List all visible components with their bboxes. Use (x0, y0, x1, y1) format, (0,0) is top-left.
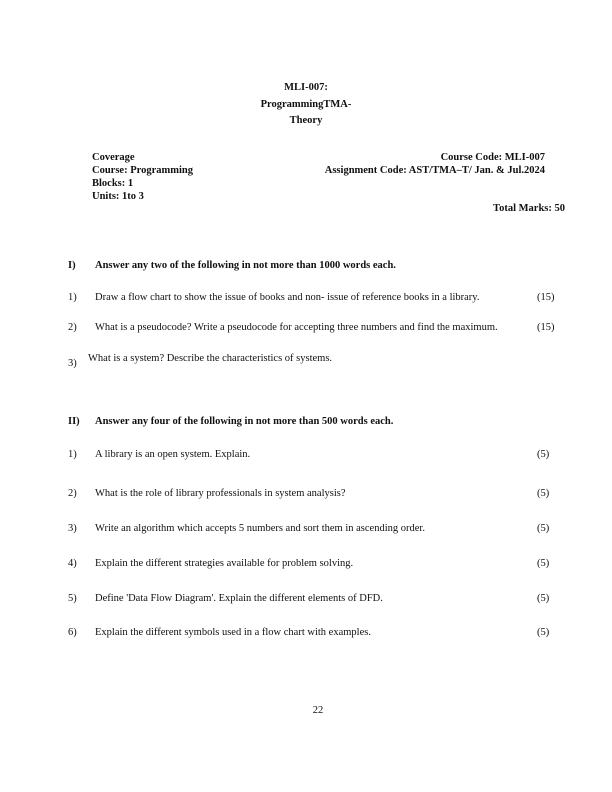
s2-q4-text: Explain the different strategies available for problem solving. (95, 558, 354, 569)
s2-q3-text: Write an algorithm which accepts 5 numbers and sort them in ascending order. (95, 523, 425, 534)
s2-q5-text: Define 'Data Flow Diagram'. Explain the different elements of DFD. (95, 593, 383, 604)
s2-q2-marks: (5) (537, 488, 550, 499)
course-label: Course: Programming (92, 165, 193, 176)
s2-q1-number: 1) (68, 449, 77, 460)
total-marks: Total Marks: 50 (493, 203, 565, 214)
page-number: 22 (312, 705, 324, 716)
s2-q5-marks: (5) (537, 593, 550, 604)
s2-q3-marks: (5) (537, 523, 550, 534)
section2-instruction: Answer any four of the following in not more than 500 words each. (95, 416, 394, 427)
s2-q6-number: 6) (68, 627, 77, 638)
s1-q1-marks: (15) (537, 292, 555, 303)
s2-q2-text: What is the role of library professionals in system analysis? (95, 488, 346, 499)
s2-q4-number: 4) (68, 558, 77, 569)
doc-title-line2: ProgrammingTMA- (260, 99, 352, 110)
s2-q6-text: Explain the different symbols used in a flow chart with examples. (95, 627, 371, 638)
s1-q1-text: Draw a flow chart to show the issue of books and non- issue of reference books in a library. (95, 292, 480, 303)
s1-q3-number: 3) (68, 358, 77, 369)
s2-q6-marks: (5) (537, 627, 550, 638)
s2-q5-number: 5) (68, 593, 77, 604)
coverage-label: Coverage (92, 152, 135, 163)
s2-q3-number: 3) (68, 523, 77, 534)
s1-q2-number: 2) (68, 322, 77, 333)
s2-q1-marks: (5) (537, 449, 550, 460)
s2-q2-number: 2) (68, 488, 77, 499)
s2-q1-text: A library is an open system. Explain. (95, 449, 251, 460)
section2-numeral: II) (68, 416, 80, 427)
section1-instruction: Answer any two of the following in not more than 1000 words each. (95, 260, 396, 271)
course-code: Course Code: MLI-007 (440, 152, 545, 163)
s2-q4-marks: (5) (537, 558, 550, 569)
s1-q3-text: What is a system? Describe the characteristics of systems. (88, 353, 333, 364)
section1-numeral: I) (68, 260, 76, 271)
blocks-label: Blocks: 1 (92, 178, 134, 189)
doc-title-line3: Theory (289, 115, 323, 126)
s1-q1-number: 1) (68, 292, 77, 303)
units-label: Units: 1to 3 (92, 191, 144, 202)
s1-q2-marks: (15) (537, 322, 555, 333)
s1-q2-text: What is a pseudocode? Write a pseudocode for accepting three numbers and find the maximum. (95, 322, 498, 333)
doc-title-line1: MLI-007: (284, 82, 328, 93)
assignment-code: Assignment Code: AST/TMA–T/ Jan. & Jul.2024 (324, 165, 545, 176)
